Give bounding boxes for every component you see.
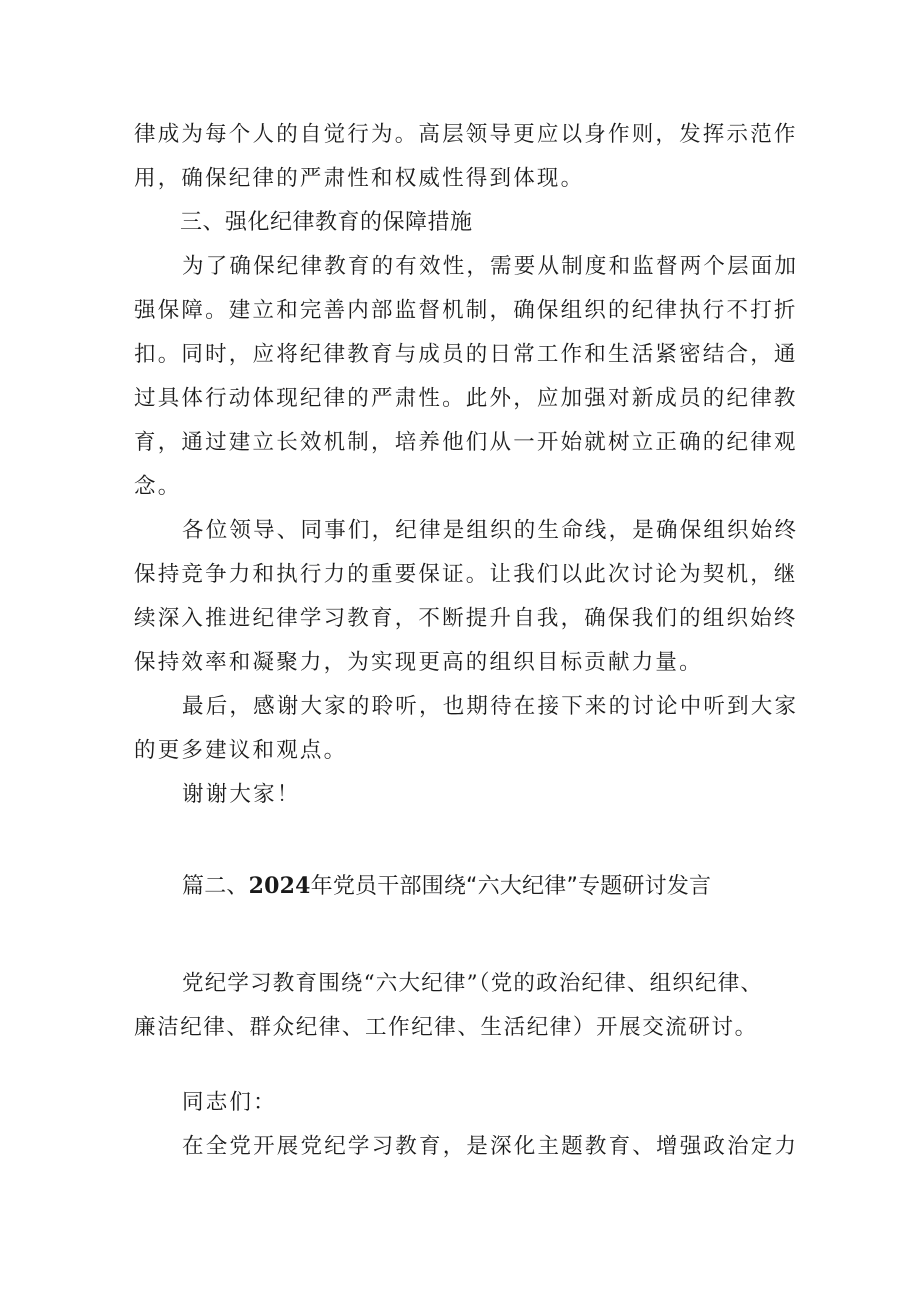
paragraph-line: 党纪学习教育围绕“六大纪律”（党的政治纪律、组织纪律、 xyxy=(182,971,764,996)
article-title-year: 2024 xyxy=(248,873,311,899)
paragraph-line: 强保障。建立和完善内部监督机制，确保组织的纪律执行不打折 xyxy=(134,298,798,323)
paragraph-line: 为了确保纪律教育的有效性，需要从制度和监督两个层面加 xyxy=(182,254,799,279)
paragraph-line: 的更多建议和观点。 xyxy=(134,738,348,763)
paragraph-line: 念。 xyxy=(134,474,182,499)
article-title xyxy=(182,875,711,898)
paragraph-line: 在全党开展党纪学习教育，是深化主题教育、增强政治定力 xyxy=(182,1134,799,1159)
paragraph-line: 保持竞争力和执行力的重要保证。让我们以此次讨论为契机，继 xyxy=(134,562,798,587)
paragraph-line: 过具体行动体现纪律的严肃性。此外，应加强对新成员的纪律教 xyxy=(134,386,798,411)
paragraph-line: 廉洁纪律、群众纪律、工作纪律、生活纪律）开展交流研讨。 xyxy=(134,1015,758,1040)
article-title-prefix: 篇二、 xyxy=(182,874,249,899)
paragraph-line: 育，通过建立长效机制，培养他们从一开始就树立正确的纪律观 xyxy=(134,430,798,455)
paragraph-line: 最后，感谢大家的聆听，也期待在接下来的讨论中听到大家 xyxy=(182,694,799,719)
salutation: 同志们： xyxy=(182,1090,277,1115)
paragraph-line: 保持效率和凝聚力，为实现更高的组织目标贡献力量。 xyxy=(134,650,703,675)
paragraph-line: 续深入推进纪律学习教育，不断提升自我，确保我们的组织始终 xyxy=(134,606,798,631)
section-heading: 三、强化纪律教育的保障措施 xyxy=(180,210,473,235)
closing-text: 谢谢大家！ xyxy=(182,782,301,807)
paragraph-line: 扣。同时，应将纪律教育与成员的日常工作和生活紧密结合，通 xyxy=(134,342,798,367)
paragraph-line: 律成为每个人的自觉行为。高层领导更应以身作则，发挥示范作 xyxy=(134,122,798,147)
paragraph-line: 用，确保纪律的严肃性和权威性得到体现。 xyxy=(134,166,585,191)
article-title-suffix: 年党员干部围绕“六大纪律”专题研讨发言 xyxy=(310,874,712,899)
paragraph-line: 各位领导、同事们，纪律是组织的生命线，是确保组织始终 xyxy=(182,518,799,543)
